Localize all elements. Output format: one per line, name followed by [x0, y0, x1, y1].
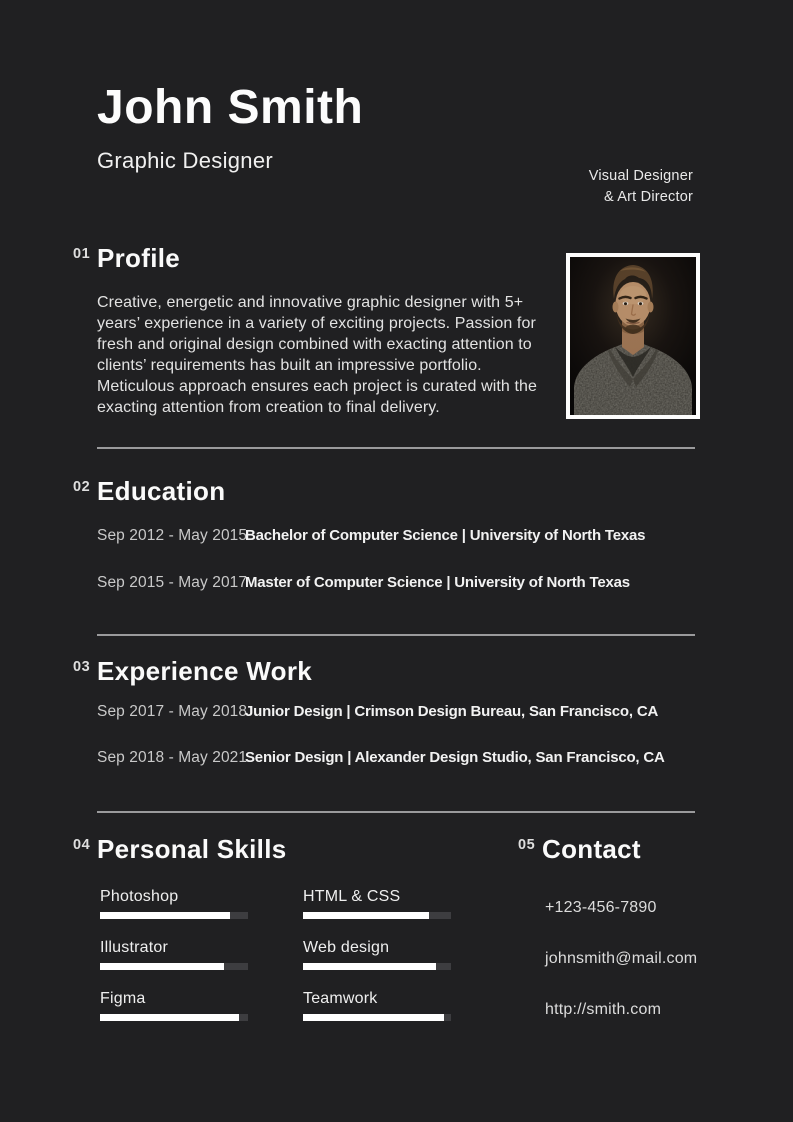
contact-heading	[518, 834, 718, 865]
section-divider	[97, 811, 695, 813]
section-title: Contact	[542, 834, 641, 864]
skill-label: Teamwork	[303, 990, 378, 1007]
education-heading	[73, 476, 225, 507]
skills-columns	[100, 887, 477, 1040]
skills-heading	[73, 834, 477, 865]
skill-bar	[100, 963, 248, 970]
contact-list	[545, 897, 718, 1020]
skill-bar	[303, 1014, 451, 1021]
skill-label: HTML & CSS	[303, 888, 401, 905]
tagline-line-1: Visual Designer	[588, 168, 693, 184]
section-title: Personal Skills	[97, 834, 287, 864]
man-portrait-illustration	[570, 257, 696, 415]
tagline-line-2: & Art Director	[603, 189, 693, 205]
section-title: Experience Work	[97, 656, 313, 686]
contact-phone: +123-456-7890	[545, 899, 657, 916]
skill-label: Illustrator	[100, 939, 168, 956]
education-detail: Bachelor of Computer Science | University of North Texas	[245, 527, 646, 544]
skill-bar-fill	[303, 912, 429, 919]
person-role: Graphic Designer	[97, 148, 273, 173]
skill-item	[100, 938, 248, 970]
experience-detail: Junior Design | Crimson Design Bureau, San Francisco, CA	[245, 703, 659, 720]
skill-bar-fill	[303, 1014, 444, 1021]
skill-label: Figma	[100, 990, 146, 1007]
skill-label: Web design	[303, 939, 390, 956]
skill-bar-fill	[100, 963, 224, 970]
experience-row	[97, 749, 665, 767]
profile-heading	[73, 243, 180, 274]
education-dates: Sep 2015 - May 2017	[97, 574, 248, 591]
skill-item	[303, 938, 451, 970]
experience-dates: Sep 2018 - May 2021	[97, 749, 248, 766]
skill-bar-fill	[303, 963, 436, 970]
profile-photo	[566, 253, 700, 419]
person-name: John Smith	[97, 81, 364, 134]
skill-item	[100, 989, 248, 1021]
skill-bar-fill	[100, 1014, 239, 1021]
skill-label: Photoshop	[100, 888, 179, 905]
section-number: 04	[73, 837, 91, 853]
skill-item	[100, 887, 248, 919]
education-row	[97, 527, 645, 545]
education-detail: Master of Computer Science | University of North Texas	[245, 574, 630, 591]
tagline	[589, 166, 693, 208]
skill-item	[303, 989, 451, 1021]
section-number: 03	[73, 659, 91, 675]
contact-email: johnsmith@mail.com	[545, 950, 698, 967]
experience-heading	[73, 656, 312, 687]
skills-section	[73, 834, 477, 1040]
profile-summary-text: Creative, energetic and innovative graphic designer with 5+ years’ experience in a variety of exciting projects. Passion for fresh and original design combined with exacting attention to clients’ requirements has built an impressive portfolio. Meticulous approach ensures each project is curated with the exacting attention from creation to final delivery.	[97, 294, 538, 416]
section-divider	[97, 634, 695, 636]
section-divider	[97, 447, 695, 449]
section-title: Education	[97, 476, 226, 506]
skill-item	[303, 887, 451, 919]
section-number: 02	[73, 479, 91, 495]
skill-bar	[303, 912, 451, 919]
section-title: Profile	[97, 243, 181, 273]
experience-dates: Sep 2017 - May 2018	[97, 703, 248, 720]
experience-row	[97, 703, 658, 721]
contact-section	[518, 834, 718, 1050]
education-dates: Sep 2012 - May 2015	[97, 527, 248, 544]
skill-bar-fill	[100, 912, 230, 919]
section-number: 01	[73, 246, 91, 262]
skills-column-2	[303, 887, 451, 1040]
section-number: 05	[518, 837, 536, 853]
skill-bar	[100, 912, 248, 919]
skills-column-1	[100, 887, 248, 1040]
contact-website: http://smith.com	[545, 1001, 662, 1018]
skill-bar	[100, 1014, 248, 1021]
experience-detail: Senior Design | Alexander Design Studio, San Francisco, CA	[245, 749, 665, 766]
skill-bar	[303, 963, 451, 970]
education-row	[97, 574, 630, 592]
